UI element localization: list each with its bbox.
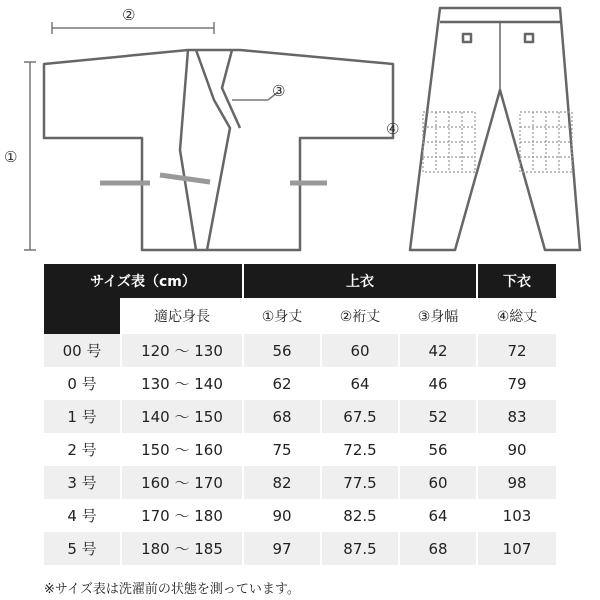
total-length-cell: 79 [477, 367, 556, 400]
table-row [44, 466, 556, 499]
total-length-cell: 103 [477, 499, 556, 532]
measure-label-1: ① [4, 148, 18, 166]
height-cell: 170 ～ 180 [121, 499, 243, 532]
table-row [44, 532, 556, 565]
group-top-header: 上衣 [243, 264, 477, 298]
col-header-3: ③身幅 [399, 298, 477, 334]
body-length-cell: 97 [243, 532, 321, 565]
measure-label-4: ④ [386, 120, 400, 138]
body-length-cell: 56 [243, 334, 321, 367]
height-cell: 140 ～ 150 [121, 400, 243, 433]
height-cell: 120 ～ 130 [121, 334, 243, 367]
sleeve-length-cell: 77.5 [321, 466, 399, 499]
table-row [44, 334, 556, 367]
body-width-cell: 56 [399, 433, 477, 466]
height-cell: 130 ～ 140 [121, 367, 243, 400]
body-length-cell: 62 [243, 367, 321, 400]
garment-diagram [0, 0, 600, 262]
jacket-illustration [44, 50, 393, 250]
total-length-cell: 98 [477, 466, 556, 499]
body-width-cell: 64 [399, 499, 477, 532]
col-header-4: ④総丈 [477, 298, 556, 334]
body-width-cell: 68 [399, 532, 477, 565]
body-width-cell: 52 [399, 400, 477, 433]
body-length-cell: 82 [243, 466, 321, 499]
sleeve-length-cell: 67.5 [321, 400, 399, 433]
table-row [44, 499, 556, 532]
total-length-cell: 72 [477, 334, 556, 367]
col-header-1: ①身丈 [243, 298, 321, 334]
sleeve-length-cell: 82.5 [321, 499, 399, 532]
body-length-cell: 90 [243, 499, 321, 532]
sleeve-length-cell: 87.5 [321, 532, 399, 565]
total-length-cell: 83 [477, 400, 556, 433]
col-header-2: ②裄丈 [321, 298, 399, 334]
table-row [44, 433, 556, 466]
size-cell: 5 号 [44, 532, 121, 565]
size-cell: 1 号 [44, 400, 121, 433]
size-cell: 00 号 [44, 334, 121, 367]
footnote: ※サイズ表は洗濯前の状態を測っています。 [44, 582, 300, 597]
sleeve-length-cell: 64 [321, 367, 399, 400]
size-col-header [44, 298, 121, 334]
body-length-cell: 68 [243, 400, 321, 433]
height-cell: 150 ～ 160 [121, 433, 243, 466]
measure-label-2: ② [122, 6, 136, 24]
height-cell: 180 ～ 185 [121, 532, 243, 565]
group-bottom-header: 下衣 [477, 264, 556, 298]
body-width-cell: 46 [399, 367, 477, 400]
body-length-cell: 75 [243, 433, 321, 466]
measure-label-3: ③ [272, 82, 286, 100]
total-length-cell: 107 [477, 532, 556, 565]
table-title: サイズ表（cm） [44, 264, 243, 298]
col-header-height: 適応身長 [121, 298, 243, 334]
size-cell: 2 号 [67, 441, 97, 459]
height-cell: 160 ～ 170 [121, 466, 243, 499]
size-cell: 0 号 [67, 375, 97, 393]
table-row [44, 400, 556, 433]
size-table [44, 264, 556, 565]
size-cell: 4 号 [67, 507, 97, 525]
size-cell: 3 号 [44, 466, 121, 499]
body-width-cell: 60 [399, 466, 477, 499]
body-width-cell: 42 [399, 334, 477, 367]
total-length-cell: 90 [477, 433, 556, 466]
sleeve-length-cell: 72.5 [321, 433, 399, 466]
table-row [44, 367, 556, 400]
sleeve-length-cell: 60 [321, 334, 399, 367]
